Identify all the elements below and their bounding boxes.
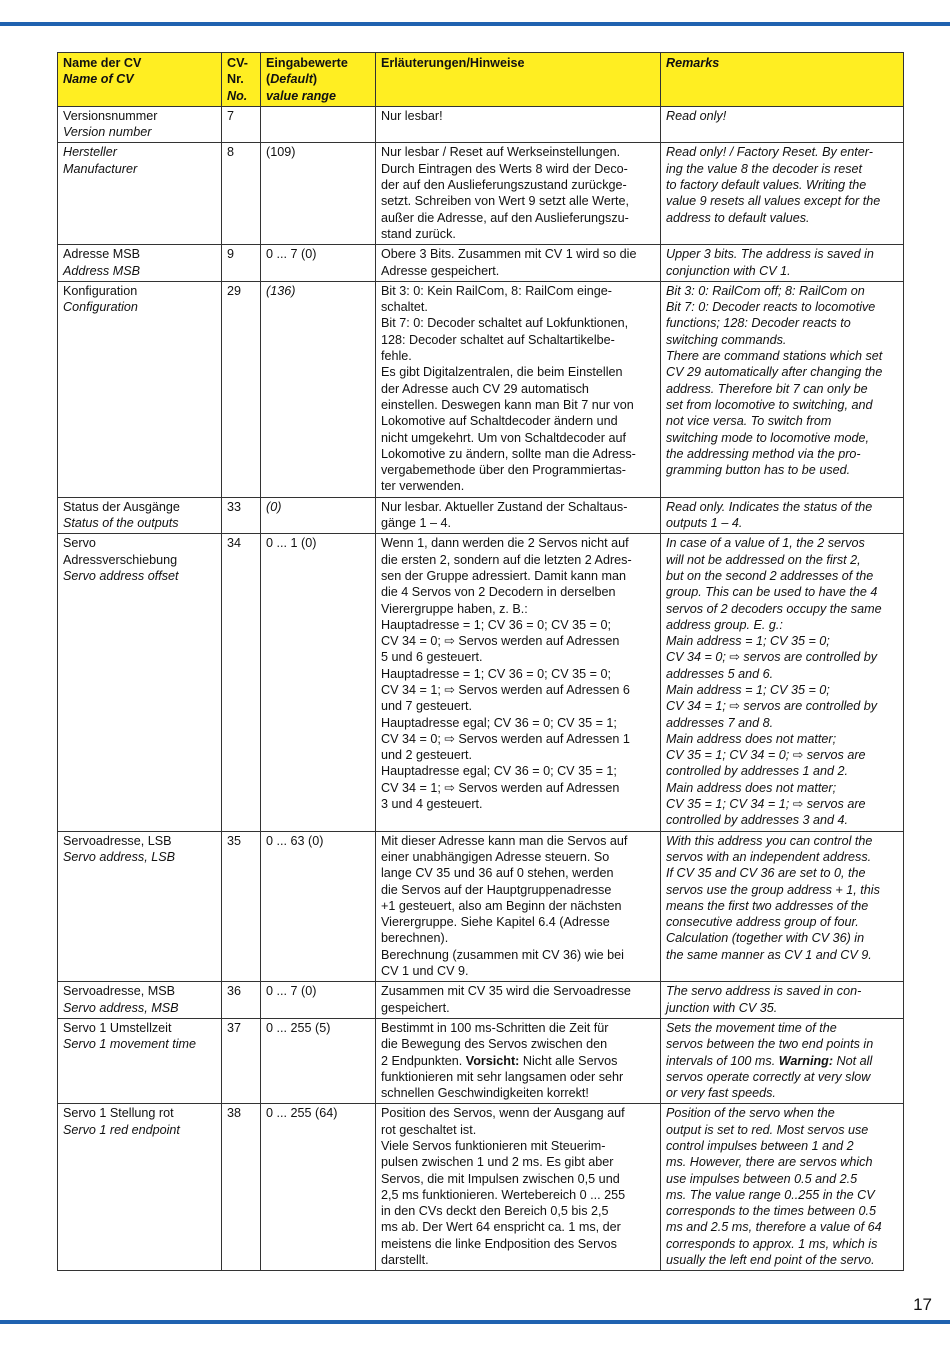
remarks-line: Bit 3: 0: RailCom off; 8: RailCom on (666, 283, 865, 298)
explanation-line (381, 1053, 656, 1069)
cv-name-cell (58, 281, 222, 497)
cv-range-cell (261, 497, 376, 534)
top-rule (0, 22, 950, 26)
remarks-line: means the first two addresses of the (666, 898, 869, 913)
cv-number: 38 (227, 1106, 242, 1121)
explanation-line: CV 1 und CV 9. (381, 964, 469, 979)
remarks-line: Position of the servo when the (666, 1106, 835, 1121)
cv-name-en: Servo address, MSB (63, 1000, 179, 1015)
explanation-line: einstellen. Deswegen kann man Bit 7 nur von (381, 397, 634, 412)
remarks-line: CV 29 automatically after changing the (666, 365, 883, 380)
remarks-line: use impulses between 0.5 and 2.5 (666, 1171, 858, 1186)
header-name: Name der CV Name of CV (58, 53, 222, 107)
explanation-line: und 2 gesteuert. (381, 748, 473, 763)
cv-number-cell (222, 143, 261, 245)
explanation-line: Nur lesbar / Reset auf Werkseinstellungen. (381, 145, 621, 160)
remarks-line: controlled by addresses 1 and 2. (666, 764, 849, 779)
remarks-line: CV 34 = 0; ⇨ servos are controlled by (666, 650, 878, 665)
explanation-line: Berechnung (zusammen mit CV 36) wie bei (381, 947, 624, 962)
explanation-line: in den CVs deckt den Bereich 0,5 bis 2,5 (381, 1204, 609, 1219)
explanation-line: Bit 7: 0: Decoder schaltet auf Lokfunktionen, (381, 316, 629, 331)
remarks-line: Read only! / Factory Reset. By enter- (666, 145, 873, 160)
remarks-line: the addressing method via the pro- (666, 446, 861, 461)
explanation-text: 2 Endpunkten. (381, 1053, 466, 1068)
cv-name-de: Konfiguration (63, 283, 138, 298)
explanation-cell (376, 1104, 661, 1271)
explanation-line: der Adresse auch CV 29 automatisch (381, 381, 589, 396)
header-remarks: Remarks (661, 53, 904, 107)
table-row (58, 281, 904, 497)
explanation-line: vergabemethode über den Programmiertas- (381, 463, 627, 478)
cv-number: 36 (227, 984, 242, 999)
remarks-line: or very fast speeds. (666, 1086, 776, 1101)
cv-range-cell (261, 143, 376, 245)
explanation-line: CV 34 = 1; ⇨ Servos werden auf Adressen 6 (381, 682, 630, 697)
explanation-line: außer die Adresse, auf den Auslieferungszu- (381, 210, 629, 225)
cv-number-cell (222, 1018, 261, 1103)
cv-number-cell (222, 106, 261, 143)
explanation-line: der auf den Auslieferungszustand zurückge- (381, 178, 627, 193)
remarks-line: If CV 35 and CV 36 are set to 0, the (666, 866, 866, 881)
remarks-text: Not all (833, 1053, 873, 1068)
header-range: Eingabewerte (Default) value range (261, 53, 376, 107)
remarks-line: junction with CV 35. (666, 1000, 778, 1015)
explanation-line: Hauptadresse = 1; CV 36 = 0; CV 35 = 0; (381, 617, 611, 632)
remarks-line: conjunction with CV 1. (666, 263, 791, 278)
remarks-line: addresses 5 and 6. (666, 666, 774, 681)
table-row (58, 497, 904, 534)
remarks-line: value 9 resets all values except for the (666, 194, 881, 209)
remarks-line: servos with an independent address. (666, 849, 872, 864)
remarks-line: Calculation (together with CV 36) in (666, 931, 865, 946)
explanation-line: Nur lesbar. Aktueller Zustand der Schaltaus- (381, 499, 628, 514)
cv-name-cell (58, 982, 222, 1019)
cv-name-de: Status der Ausgänge (63, 499, 180, 514)
cv-number: 34 (227, 536, 242, 551)
remarks-line: Read only! (666, 108, 727, 123)
remarks-cell (661, 1104, 904, 1271)
explanation-line: CV 34 = 0; ⇨ Servos werden auf Adressen 1 (381, 731, 630, 746)
remarks-cell (661, 281, 904, 497)
explanation-line: rot geschaltet ist. (381, 1122, 477, 1137)
cv-name-en: Manufacturer (63, 161, 138, 176)
explanation-line: setzt. Schreiben von Wert 9 setzt alle Werte, (381, 194, 630, 209)
cv-name-cell (58, 143, 222, 245)
explanation-line: die 4 Servos von 2 Decodern in derselben (381, 585, 616, 600)
remarks-line: Main address = 1; CV 35 = 0; (666, 634, 830, 649)
explanation-line: einer unabhängigen Adresse steuern. So (381, 849, 610, 864)
cv-name-de: Servoadresse, LSB (63, 833, 172, 848)
explanation-line: ms ab. Der Wert 64 enspricht ca. 1 ms, der (381, 1220, 621, 1235)
cv-number: 9 (227, 247, 235, 262)
remarks-line: to factory default values. Writing the (666, 178, 867, 193)
cv-name-en: Servo 1 movement time (63, 1037, 196, 1052)
explanation-line: Zusammen mit CV 35 wird die Servoadresse (381, 984, 631, 999)
remarks-line: usually the left end point of the servo. (666, 1253, 875, 1268)
remarks-cell (661, 534, 904, 831)
remarks-cell (661, 497, 904, 534)
cv-name-en: Servo 1 red endpoint (63, 1122, 180, 1137)
explanation-line: Lokomotive auf Schaltdecoder ändern und (381, 414, 618, 429)
explanation-line: und 7 gesteuert. (381, 699, 473, 714)
explanation-cell (376, 281, 661, 497)
cv-name-de: Servo 1 Umstellzeit (63, 1020, 172, 1035)
explanation-cell (376, 534, 661, 831)
explanation-line: Bit 3: 0: Kein RailCom, 8: RailCom einge- (381, 283, 612, 298)
explanation-line: fehle. (381, 349, 412, 364)
remarks-line: switching commands. (666, 332, 787, 347)
cv-range-cell (261, 534, 376, 831)
explanation-line: die Bewegung des Servos zwischen den (381, 1037, 608, 1052)
cv-range: 0 ... 1 (0) (266, 536, 317, 551)
explanation-line: Nur lesbar! (381, 108, 443, 123)
explanation-line: 5 und 6 gesteuert. (381, 650, 483, 665)
cv-range-cell (261, 1018, 376, 1103)
cv-number: 7 (227, 108, 235, 123)
remarks-line: CV 35 = 1; CV 34 = 0; ⇨ servos are (666, 748, 866, 763)
remarks-line: servos between the two end points in (666, 1037, 874, 1052)
cv-number: 29 (227, 283, 242, 298)
explanation-line: Servos, die mit Impulsen zwischen 0,5 und (381, 1171, 620, 1186)
explanation-line: Mit dieser Adresse kann man die Servos auf (381, 833, 628, 848)
explanation-line: Position des Servos, wenn der Ausgang auf (381, 1106, 625, 1121)
header-no: CV- Nr. No. (222, 53, 261, 107)
explanation-cell (376, 143, 661, 245)
cv-name-en: Configuration (63, 300, 138, 315)
cv-range-cell (261, 106, 376, 143)
explanation-line: lange CV 35 und 36 auf 0 stehen, werden (381, 866, 614, 881)
header-explanation: Erläuterungen/Hinweise (376, 53, 661, 107)
explanation-line: berechnen). (381, 931, 449, 946)
explanation-line: pulsen zwischen 1 und 2 ms. Es gibt aber (381, 1155, 614, 1170)
explanation-line: Vierergruppe haben, z. B.: (381, 601, 528, 616)
remarks-warning-label: Warning: (778, 1053, 834, 1068)
cv-number: 37 (227, 1020, 242, 1035)
table-row (58, 245, 904, 282)
explanation-warning-label: Vorsicht: (465, 1053, 520, 1068)
explanation-cell (376, 1018, 661, 1103)
cv-name-de: Adressverschiebung (63, 552, 178, 567)
remarks-line: Read only. Indicates the status of the (666, 499, 873, 514)
explanation-text: Nicht alle Servos (519, 1053, 618, 1068)
cv-name-cell (58, 497, 222, 534)
remarks-cell (661, 106, 904, 143)
remarks-line: servos use the group address + 1, this (666, 882, 880, 897)
explanation-line: die ersten 2, sondern auf die letzten 2 Adres- (381, 552, 632, 567)
explanation-line: CV 34 = 1; ⇨ Servos werden auf Adressen (381, 780, 620, 795)
cv-name-de: Servo 1 Stellung rot (63, 1106, 174, 1121)
remarks-line: servos operate correctly at very slow (666, 1069, 871, 1084)
cv-range: (0) (266, 499, 282, 514)
table-row (58, 143, 904, 245)
remarks-line: controlled by addresses 3 and 4. (666, 813, 849, 828)
table-row (58, 982, 904, 1019)
table-row (58, 534, 904, 831)
cv-number: 35 (227, 833, 242, 848)
explanation-line: 3 und 4 gesteuert. (381, 797, 483, 812)
cv-number-cell (222, 497, 261, 534)
table-row (58, 1104, 904, 1271)
remarks-line: ms and 2.5 ms, therefore a value of 64 (666, 1220, 882, 1235)
cv-name-cell (58, 831, 222, 982)
cv-range: 0 ... 7 (0) (266, 247, 317, 262)
explanation-line: gänge 1 – 4. (381, 516, 452, 531)
remarks-line: address. Therefore bit 7 can only be (666, 381, 868, 396)
explanation-line: nicht umgekehrt. Um von Schaltdecoder auf (381, 430, 627, 445)
remarks-line: CV 34 = 1; ⇨ servos are controlled by (666, 699, 878, 714)
cv-name-en: Hersteller (63, 145, 117, 160)
cv-number-cell (222, 534, 261, 831)
cv-number-cell (222, 1104, 261, 1271)
remarks-line: servos of 2 decoders occupy the same (666, 601, 882, 616)
remarks-line: not vice versa. To switch from (666, 414, 832, 429)
remarks-cell (661, 831, 904, 982)
cv-number: 8 (227, 145, 235, 160)
cv-name-de: Versionsnummer (63, 108, 158, 123)
explanation-line: sen der Gruppe adressiert. Damit kann man (381, 568, 626, 583)
remarks-line: output is set to red. Most servos use (666, 1122, 869, 1137)
remarks-line: Upper 3 bits. The address is saved in (666, 247, 874, 262)
cv-name-en: Servo address offset (63, 568, 179, 583)
cv-name-cell (58, 1104, 222, 1271)
remarks-line: Main address does not matter; (666, 780, 837, 795)
explanation-line: gespeichert. (381, 1000, 450, 1015)
explanation-cell (376, 497, 661, 534)
cv-range: 0 ... 255 (5) (266, 1020, 331, 1035)
cv-range: (109) (266, 145, 296, 160)
cv-range-cell (261, 281, 376, 497)
remarks-line: corresponds to the times between 0.5 (666, 1204, 877, 1219)
cv-range-cell (261, 245, 376, 282)
explanation-line: Bestimmt in 100 ms-Schritten die Zeit für (381, 1020, 609, 1035)
cv-name-en: Version number (63, 125, 152, 140)
remarks-line: CV 35 = 1; CV 34 = 1; ⇨ servos are (666, 797, 866, 812)
explanation-line: Viele Servos funktionieren mit Steuerim- (381, 1139, 606, 1153)
explanation-line: schaltet. (381, 300, 428, 315)
remarks-line: ms. The value range 0..255 in the CV (666, 1187, 875, 1202)
remarks-line: but on the second 2 addresses of the (666, 568, 874, 583)
explanation-line: Hauptadresse egal; CV 36 = 0; CV 35 = 1; (381, 715, 617, 730)
remarks-line: gramming button has to be used. (666, 463, 851, 478)
cv-name-cell (58, 534, 222, 831)
explanation-line: 2,5 ms funktionieren. Wertebereich 0 ... 255 (381, 1187, 626, 1202)
explanation-line: Vierergruppe. Siehe Kapitel 6.4 (Adresse (381, 915, 610, 930)
remarks-line: consecutive address group of four. (666, 915, 859, 930)
remarks-line: ing the value 8 the decoder is reset (666, 161, 863, 176)
table-row (58, 1018, 904, 1103)
remarks-cell (661, 982, 904, 1019)
remarks-line: There are command stations which set (666, 349, 883, 364)
cv-name-cell (58, 106, 222, 143)
explanation-line: stand zurück. (381, 226, 456, 241)
explanation-line: Es gibt Digitalzentralen, die beim Einstellen (381, 365, 623, 380)
explanation-line: die Servos auf der Hauptgruppenadresse (381, 882, 612, 897)
remarks-line: group. This can be used to have the 4 (666, 585, 878, 600)
cv-number-cell (222, 831, 261, 982)
remarks-line: Sets the movement time of the (666, 1020, 837, 1035)
explanation-line: Durch Eintragen des Werts 8 wird der Deco- (381, 161, 628, 176)
remarks-line: outputs 1 – 4. (666, 516, 743, 531)
remarks-line (666, 1053, 899, 1069)
remarks-line: control impulses between 1 and 2 (666, 1139, 854, 1153)
explanation-line: meistens die linke Endposition des Servos (381, 1236, 617, 1251)
cv-range-cell (261, 831, 376, 982)
cv-name-de: Adresse MSB (63, 247, 140, 262)
bottom-rule (0, 1320, 950, 1324)
remarks-line: will not be addressed on the first 2, (666, 552, 861, 567)
explanation-line: Wenn 1, dann werden die 2 Servos nicht auf (381, 536, 629, 551)
remarks-text: intervals of 100 ms. (666, 1053, 779, 1068)
remarks-line: In case of a value of 1, the 2 servos (666, 536, 865, 551)
table-row (58, 831, 904, 982)
cv-name-en: Servo address, LSB (63, 849, 176, 864)
explanation-cell (376, 831, 661, 982)
remarks-line: the same manner as CV 1 and CV 9. (666, 947, 872, 962)
explanation-line: Lokomotive zu ändern, sollte man die Adress- (381, 446, 636, 461)
explanation-cell (376, 106, 661, 143)
remarks-cell (661, 245, 904, 282)
remarks-line: functions; 128: Decoder reacts to (666, 316, 851, 331)
cv-range: 0 ... 7 (0) (266, 984, 317, 999)
table-header-row (58, 53, 904, 107)
cv-range: (136) (266, 283, 296, 298)
explanation-cell (376, 982, 661, 1019)
explanation-line: ter verwenden. (381, 479, 465, 494)
page-number: 17 (913, 1295, 932, 1314)
remarks-line: addresses 7 and 8. (666, 715, 774, 730)
explanation-cell (376, 245, 661, 282)
remarks-line: Main address = 1; CV 35 = 0; (666, 682, 830, 697)
explanation-line: funktionieren mit sehr langsamen oder sehr (381, 1069, 624, 1084)
cv-table (57, 52, 904, 1271)
remarks-line: switching mode to locomotive mode, (666, 430, 869, 445)
explanation-line: schnellen Geschwindigkeiten korrekt! (381, 1086, 589, 1101)
explanation-line: CV 34 = 0; ⇨ Servos werden auf Adressen (381, 634, 620, 649)
cv-name-cell (58, 245, 222, 282)
cv-number-cell (222, 245, 261, 282)
table-row (58, 106, 904, 143)
remarks-line: address group. E. g.: (666, 617, 783, 632)
cv-name-cell (58, 1018, 222, 1103)
cv-number-cell (222, 281, 261, 497)
remarks-cell (661, 143, 904, 245)
cv-range-cell (261, 982, 376, 1019)
cv-range: 0 ... 63 (0) (266, 833, 324, 848)
remarks-line: The servo address is saved in con- (666, 984, 862, 999)
cv-number: 33 (227, 499, 242, 514)
explanation-line: 128: Decoder schaltet auf Schaltartikelbe- (381, 332, 615, 347)
remarks-line: ms. However, there are servos which (666, 1155, 873, 1170)
cv-name-de: Servo (63, 536, 96, 551)
cv-number-cell (222, 982, 261, 1019)
explanation-line: Hauptadresse egal; CV 36 = 0; CV 35 = 1; (381, 764, 617, 779)
remarks-line: Bit 7: 0: Decoder reacts to locomotive (666, 300, 876, 315)
remarks-line: address to default values. (666, 210, 810, 225)
remarks-line: corresponds to approx. 1 ms, which is (666, 1236, 878, 1251)
remarks-line: Main address does not matter; (666, 731, 837, 746)
remarks-line: With this address you can control the (666, 833, 873, 848)
cv-name-en: Status of the outputs (63, 516, 179, 531)
explanation-line: Hauptadresse = 1; CV 36 = 0; CV 35 = 0; (381, 666, 611, 681)
cv-name-de: Servoadresse, MSB (63, 984, 175, 999)
cv-name-en: Address MSB (63, 263, 140, 278)
remarks-cell (661, 1018, 904, 1103)
explanation-line: +1 gesteuert, also am Beginn der nächsten (381, 898, 622, 913)
explanation-line: Adresse gespeichert. (381, 263, 500, 278)
remarks-line: set from locomotive to switching, and (666, 397, 873, 412)
cv-range: 0 ... 255 (64) (266, 1106, 338, 1121)
explanation-line: Obere 3 Bits. Zusammen mit CV 1 wird so die (381, 247, 637, 262)
cv-range-cell (261, 1104, 376, 1271)
explanation-line: darstellt. (381, 1253, 429, 1268)
